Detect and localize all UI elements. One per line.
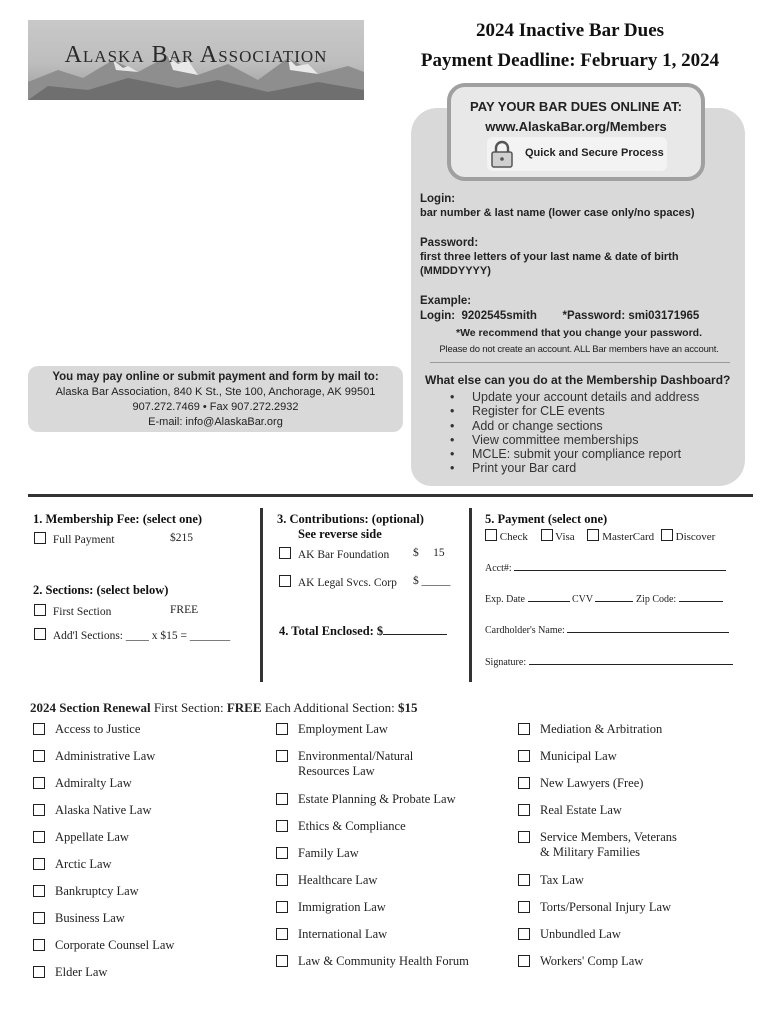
dashboard-item: • Add or change sections: [450, 418, 603, 433]
sections-heading: 2. Sections: (select below): [33, 583, 169, 597]
full-payment-amount: $215: [170, 532, 193, 544]
section-checkbox[interactable]: [276, 793, 288, 805]
section-checkbox[interactable]: [276, 901, 288, 913]
membership-fee-heading: 1. Membership Fee: (select one): [33, 512, 203, 526]
section-label: Workers' Comp Law: [540, 954, 644, 968]
section-label: New Lawyers (Free): [540, 776, 644, 790]
section-checkbox[interactable]: [33, 912, 45, 924]
section-checkbox[interactable]: [518, 874, 530, 886]
section-label: Municipal Law: [540, 749, 617, 763]
section-checkbox[interactable]: [518, 955, 530, 967]
section-checkbox[interactable]: [33, 723, 45, 735]
password-format: (MMDDYYYY): [420, 265, 491, 277]
total-enclosed[interactable]: 4. Total Enclosed: $: [279, 624, 447, 639]
section-checkbox[interactable]: [33, 885, 45, 897]
cardholder-name-field[interactable]: Cardholder's Name:: [485, 625, 729, 636]
section-label: Arctic Law: [55, 857, 112, 871]
password-description: first three letters of your last name & date of birth: [420, 251, 679, 263]
addl-sections-option[interactable]: Add'l Sections: ____ x $15 = _______: [34, 628, 230, 642]
section-label: Ethics & Compliance: [298, 819, 406, 833]
section-checkbox[interactable]: [276, 820, 288, 832]
pay-online-heading: PAY YOUR BAR DUES ONLINE AT:: [470, 99, 682, 114]
section-label: Access to Justice: [55, 722, 141, 736]
login-description: bar number & last name (lower case only/no spaces): [420, 207, 695, 219]
contributions-heading: 3. Contributions: (optional): [277, 512, 424, 526]
section-label: Estate Planning & Probate Law: [298, 792, 456, 806]
mail-email: E-mail: info@AlaskaBar.org: [148, 416, 283, 428]
section-checkbox[interactable]: [518, 723, 530, 735]
section-checkbox[interactable]: [276, 874, 288, 886]
section-label: Corporate Counsel Law: [55, 938, 175, 952]
contributions-subheading: See reverse side: [298, 527, 382, 541]
discover-option[interactable]: Discover: [661, 531, 715, 543]
section-label: Bankruptcy Law: [55, 884, 139, 898]
example-credentials: Login: 9202545smith *Password: smi03171965: [420, 310, 700, 322]
ak-bar-foundation-option[interactable]: AK Bar Foundation: [279, 547, 389, 561]
check-option[interactable]: Check: [485, 531, 528, 543]
dashboard-heading: What else can you do at the Membership Dashboard?: [425, 373, 731, 387]
section-label: International Law: [298, 927, 388, 941]
section-label: Administrative Law: [55, 749, 156, 763]
section-renewal-heading: 2024 Section Renewal First Section: FREE Each Additional Section: $15: [30, 700, 418, 715]
dashboard-item: • Update your account details and address: [450, 390, 700, 404]
no-account-note: Please do not create an account. ALL Bar members have an account.: [439, 344, 719, 355]
logo-text: Alaska Bar Association: [64, 42, 328, 68]
mail-address: Alaska Bar Association, 840 K St., Ste 100, Anchorage, AK 99501: [55, 386, 376, 398]
dashboard-item: • Print your Bar card: [450, 461, 577, 476]
section-checkbox[interactable]: [276, 928, 288, 940]
section-checkbox[interactable]: [276, 955, 288, 967]
section-checkbox[interactable]: [518, 777, 530, 789]
section-label: Family Law: [298, 846, 359, 860]
dashboard-item: • MCLE: submit your compliance report: [450, 447, 682, 462]
form-title: 2024 Inactive Bar Dues: [475, 20, 665, 41]
section-label: Law & Community Health Forum: [298, 954, 469, 968]
section-label: Unbundled Law: [540, 927, 621, 941]
section-label: Torts/Personal Injury Law: [540, 900, 672, 914]
section-label: Service Members, Veterans & Military Families: [540, 830, 677, 859]
section-checkbox[interactable]: [518, 831, 530, 843]
account-number-field[interactable]: Acct#:: [485, 563, 726, 574]
password-label: Password:: [420, 237, 479, 249]
section-checkbox[interactable]: [518, 750, 530, 762]
login-label: Login:: [420, 193, 456, 205]
section-checkbox[interactable]: [518, 928, 530, 940]
section-label: Immigration Law: [298, 900, 386, 914]
section-label: Tax Law: [540, 873, 584, 887]
section-checkbox[interactable]: [33, 831, 45, 843]
section-label: Appellate Law: [55, 830, 129, 844]
section-checkbox[interactable]: [33, 804, 45, 816]
section-checkbox[interactable]: [33, 966, 45, 978]
section-label: Employment Law: [298, 722, 388, 736]
section-label: Elder Law: [55, 965, 108, 979]
full-payment-option[interactable]: Full Payment: [34, 532, 115, 546]
section-label: Business Law: [55, 911, 125, 925]
foundation-amount: $ 15: [413, 547, 445, 559]
section-label: Healthcare Law: [298, 873, 378, 887]
first-section-option[interactable]: First Section: [34, 604, 111, 618]
mail-phone: 907.272.7469 • Fax 907.272.2932: [132, 401, 299, 413]
visa-option[interactable]: Visa: [541, 531, 575, 543]
first-section-price: FREE: [170, 604, 199, 616]
section-checkbox[interactable]: [33, 939, 45, 951]
members-url-link[interactable]: www.AlaskaBar.org/Members: [485, 119, 667, 134]
payment-heading: 5. Payment (select one): [485, 512, 608, 526]
section-label: Admiralty Law: [55, 776, 132, 790]
expiry-cvv-zip-fields[interactable]: Exp. Date CVV Zip Code:: [485, 594, 723, 605]
section-checkbox[interactable]: [276, 847, 288, 859]
section-checkbox[interactable]: [33, 858, 45, 870]
section-checkbox[interactable]: [276, 750, 288, 762]
legal-amount-field[interactable]: $ _____: [413, 575, 451, 587]
section-label: Mediation & Arbitration: [540, 722, 663, 736]
section-checkbox[interactable]: [33, 777, 45, 789]
dashboard-item: • Register for CLE events: [450, 404, 605, 419]
section-label: Environmental/Natural Resources Law: [298, 749, 414, 778]
payment-deadline: Payment Deadline: February 1, 2024: [420, 50, 720, 71]
section-checkbox[interactable]: [518, 901, 530, 913]
section-checkbox[interactable]: [33, 750, 45, 762]
section-checkbox[interactable]: [276, 723, 288, 735]
dashboard-item: • View committee memberships: [450, 432, 639, 447]
section-label: Real Estate Law: [540, 803, 622, 817]
secure-process-text: Quick and Secure Process: [525, 147, 664, 159]
mail-heading: You may pay online or submit payment and form by mail to:: [52, 371, 379, 383]
ak-legal-option[interactable]: AK Legal Svcs. Corp: [279, 575, 397, 589]
recommend-note: *We recommend that you change your password.: [455, 327, 703, 339]
signature-field[interactable]: Signature:: [485, 657, 733, 668]
section-checkbox[interactable]: [518, 804, 530, 816]
section-label: Alaska Native Law: [55, 803, 152, 817]
mastercard-option[interactable]: MasterCard: [587, 531, 654, 543]
example-label: Example:: [420, 295, 472, 307]
